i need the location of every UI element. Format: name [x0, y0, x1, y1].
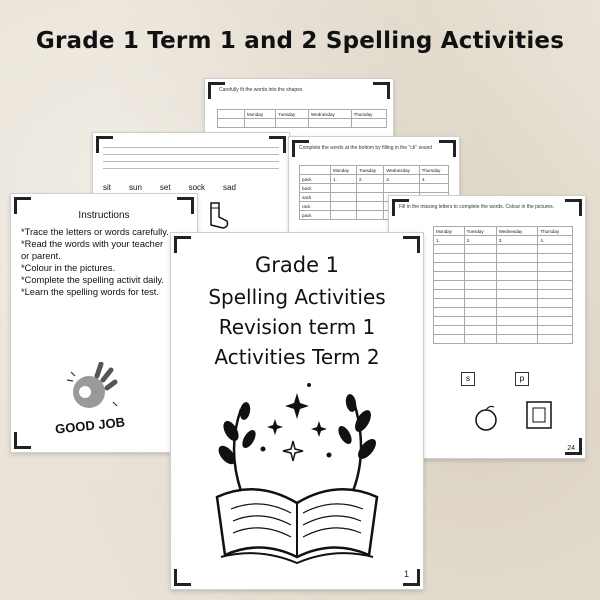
fill-table: Monday Tuesday Wednesday Thursday 1. 2. 3. 4.	[433, 226, 573, 344]
day-header: Wednesday	[384, 166, 419, 175]
day-header: Thursday	[351, 110, 386, 119]
instructions-list	[21, 226, 171, 298]
ok-hand-icon	[61, 362, 121, 416]
letter-box	[461, 372, 475, 386]
trace-word: sock	[188, 183, 206, 192]
fit-words-table	[217, 109, 387, 128]
ck-word: pack	[300, 175, 331, 184]
instruction-item: *Colour in the pictures.	[21, 263, 116, 273]
day-header: Tuesday	[356, 166, 383, 175]
instruction-item: *Learn the spelling words for test.	[21, 287, 159, 297]
page-number: 24	[567, 445, 575, 452]
cover-line-2: Spelling Activities	[208, 285, 386, 309]
instruction-item: *Trace the letters or words carefully.	[21, 227, 169, 237]
day-header: Wednesday	[496, 227, 538, 236]
trace-word: sad	[223, 183, 236, 192]
day-header: Monday	[331, 166, 357, 175]
ck-word: back	[300, 184, 331, 193]
day-header: Wednesday	[309, 110, 352, 119]
trace-word: set	[159, 183, 171, 192]
letter: s	[466, 374, 470, 383]
fill-instruction: Fill in the missing letters to complete the words. Colour in the pictures.	[399, 204, 555, 210]
trace-word: sit	[103, 183, 111, 192]
cover-line-3: Revision term 1	[218, 315, 376, 339]
instruction-item: *Complete the spelling activit daily.	[21, 275, 164, 285]
ck-word: rack	[300, 202, 331, 211]
day-header: Tuesday	[464, 227, 496, 236]
sock-icon	[205, 201, 229, 231]
cover-page	[170, 232, 424, 590]
day-header: Thursday	[538, 227, 573, 236]
day-header: Thursday	[419, 166, 448, 175]
ck-instruction: Complete the words at the bottom by filling in the "ck" sound	[299, 145, 433, 151]
fit-words-instruction: Carefully fit the words into the shapes	[219, 87, 303, 93]
day-header: Monday	[245, 110, 276, 119]
ck-table: Monday Tuesday Wednesday Thursday pack 1. 2. 3. 4. back sack rack pack	[299, 165, 449, 220]
ck-word: pack	[300, 211, 331, 220]
trace-word: sun	[129, 183, 142, 192]
letter-box	[515, 372, 529, 386]
good-job-badge: GOOD JOB	[54, 414, 126, 437]
cover-line-1: Grade 1	[254, 253, 340, 277]
trace-word-list	[103, 183, 236, 192]
banner-title: Grade 1 Term 1 and 2 Spelling Activities	[35, 28, 565, 54]
instruction-item: *Read the words with your teacher or parent.	[21, 239, 164, 261]
plug-socket-icon	[525, 400, 555, 430]
open-book-icon	[197, 379, 397, 569]
day-header: Tuesday	[276, 110, 309, 119]
ck-word: sack	[300, 193, 331, 202]
letter: p	[519, 374, 525, 383]
cover-line-4: Activities Term 2	[214, 345, 380, 369]
peach-icon	[473, 404, 499, 432]
day-header: Monday	[434, 227, 465, 236]
page-number: 1	[403, 569, 409, 579]
instructions-heading: Instructions	[78, 210, 130, 221]
